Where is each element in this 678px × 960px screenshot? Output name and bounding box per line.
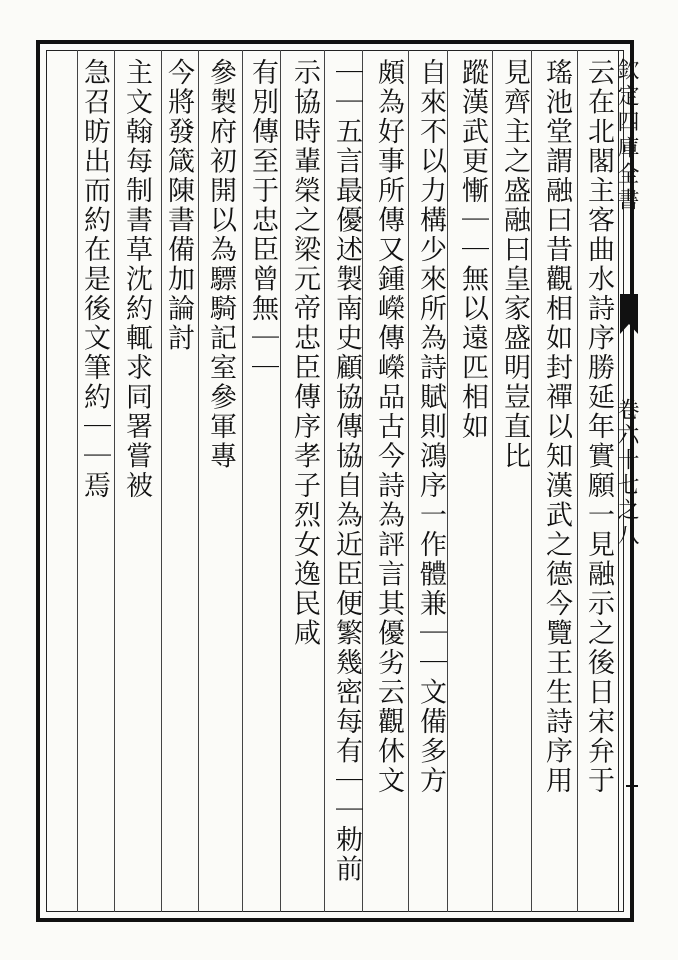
- text-column-10: 參製府初開以為驃騎記室參軍專: [205, 58, 236, 471]
- text-column-5: 自來不以力構少來所為詩賦則鴻序一作體兼｜｜文備多方: [415, 58, 446, 796]
- text-column-7: ｜｜五言最優述製南史顧協傳協自為近臣便繁幾密每有｜｜勅前: [331, 58, 362, 884]
- column-rule: [324, 50, 325, 912]
- column-rule: [492, 50, 493, 912]
- column-rule: [198, 50, 199, 912]
- text-column-1: 云在北閣主客曲水詩序勝延年實願一見融示之後日宋弁于: [583, 58, 614, 796]
- text-column-13: 急召昉出而約在是後文筆約｜｜焉: [79, 58, 110, 501]
- text-column-3: 見齊主之盛融曰皇家盛明豈直比: [499, 58, 530, 471]
- column-rule: [408, 50, 409, 912]
- text-column-11: 今將發箴陳書備加論討: [163, 58, 194, 353]
- text-column-12: 主文翰每制書草沈約輒求同署嘗被: [121, 58, 152, 501]
- margin-juan-label: 卷六十七之八: [614, 398, 639, 548]
- text-column-6: 頗為好事所傳又鍾嶸傳嶸品古今詩為評言其優劣云觀休文: [373, 58, 404, 796]
- text-column-9: 有別傳至于忠臣曾無｜｜: [247, 58, 278, 383]
- margin-tick-icon: [626, 785, 638, 787]
- text-column-8: 示協時輩榮之梁元帝忠臣傳序孝子烈女逸民咸: [289, 58, 320, 648]
- margin-book-title: 欽定四庫全書: [614, 58, 639, 214]
- text-column-4: 蹤漢武更慚｜｜無以遠匹相如: [457, 58, 488, 442]
- text-column-2: 瑤池堂謂融曰昔觀相如封禪以知漢武之德今覽王生詩序用: [541, 58, 572, 796]
- column-rule: [114, 50, 115, 912]
- fishtail-mark-icon: [620, 294, 638, 324]
